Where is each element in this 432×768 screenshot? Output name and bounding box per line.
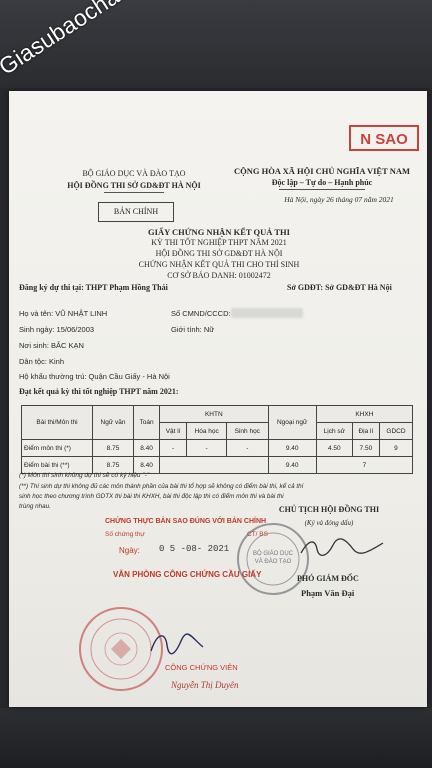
ministry-name: BỘ GIÁO DỤC VÀ ĐÀO TẠO	[82, 169, 186, 178]
note-1: (*) Môn thí sinh không dự thi sẽ có ký hiệu "-"	[19, 472, 150, 479]
ethnicity: Dân tộc: Kinh	[19, 357, 65, 366]
divider	[104, 192, 164, 193]
signer-role: PHÓ GIÁM ĐỐC	[297, 574, 359, 583]
divider	[279, 189, 365, 190]
cell-physics: -	[160, 440, 187, 457]
notary-role: CÔNG CHỨNG VIÊN	[165, 663, 238, 672]
cell-foreign-language: 9.40	[268, 440, 316, 457]
date-of-birth: Sinh ngày: 15/06/2003	[19, 325, 95, 334]
cell-literature: 8.75	[93, 440, 134, 457]
signer-signature-icon	[297, 535, 387, 561]
department-label: Sở GDĐT: Sở GD&ĐT Hà Nội	[287, 283, 392, 292]
certify-line: CHỨNG NHẬN KẾT QUẢ THI CHO THÍ SINH	[138, 260, 300, 269]
table-row	[22, 440, 413, 457]
copy-stamp: N SAO	[349, 125, 419, 151]
cell-civics: 9	[379, 440, 412, 457]
results-heading: Đạt kết quả kỳ thi tốt nghiệp THPT năm 2021:	[19, 387, 179, 396]
svg-text:VÀ ĐÀO TẠO: VÀ ĐÀO TẠO	[254, 559, 292, 565]
cell-natural-sciences	[160, 457, 268, 474]
id-number-label: Số CMND/CCCD:	[171, 309, 231, 318]
cell-social-sciences: 7	[316, 457, 412, 474]
dark-background-bottom	[0, 708, 432, 768]
registration-base: CƠ SỞ BÁO DANH: 01002472	[167, 271, 271, 280]
header-civics: GDCD	[379, 423, 412, 440]
note-2-line-1: (**) Thí sinh dự thi không đủ các môn thành phần của bài thi tổ hợp sẽ không có điểm bài thi, kể cả thí	[19, 483, 304, 490]
exam-council-name: HỘI ĐỒNG THI SỞ GD&ĐT HÀ NỘI	[67, 181, 201, 190]
score-table	[21, 405, 413, 474]
table-row	[22, 457, 413, 474]
table-header-row	[22, 406, 413, 423]
notary-date-label: Ngày:	[119, 546, 140, 555]
header-subject: Bài thi/Môn thi	[22, 406, 93, 440]
header-geography: Địa lí	[352, 423, 379, 440]
header-social-sciences: KHXH	[316, 406, 412, 423]
cell-biology: -	[227, 440, 268, 457]
cell-geography: 7.50	[352, 440, 379, 457]
notary-name: Nguyễn Thị Duyên	[171, 680, 239, 690]
notary-office-name: VĂN PHÒNG CÔNG CHỨNG CẦU GIẤY	[113, 570, 262, 579]
header-math: Toán	[133, 406, 159, 440]
national-motto: Độc lập – Tự do – Hạnh phúc	[271, 178, 373, 187]
header-chemistry: Hóa học	[187, 423, 227, 440]
issue-date: Hà Nội, ngày 26 tháng 07 năm 2021	[284, 195, 394, 204]
cell-chemistry: -	[187, 440, 227, 457]
header-biology: Sinh học	[227, 423, 268, 440]
notary-number-label: Số chứng thự	[105, 531, 145, 538]
notary-number-suffix: CT/ BS	[247, 531, 268, 538]
cell-math: 8.40	[133, 440, 159, 457]
redacted-id-number	[231, 308, 303, 318]
exam-name: KỲ THI TỐT NGHIỆP THPT NĂM 2021	[151, 238, 287, 247]
birthplace: Nơi sinh: BẮC KẠN	[19, 341, 84, 350]
cell-foreign-language: 9.40	[268, 457, 316, 474]
council-line: HỘI ĐỒNG THI SỞ GD&ĐT HÀ NỘI	[155, 249, 283, 258]
notary-certification: CHỨNG THỰC BẢN SAO ĐÚNG VỚI BẢN CHÍNH	[105, 518, 267, 525]
certificate-document	[9, 91, 427, 707]
document-title: GIẤY CHỨNG NHẬN KẾT QUẢ THI	[148, 227, 290, 237]
row-label: Điểm môn thi (*)	[22, 440, 93, 457]
signer-subtitle: (Ký và đóng dấu)	[304, 519, 354, 527]
header-literature: Ngữ văn	[93, 406, 134, 440]
signer-title: CHỦ TỊCH HỘI ĐỒNG THI	[278, 505, 380, 514]
permanent-residence: Hộ khẩu thường trú: Quận Cầu Giấy - Hà Nội	[19, 372, 170, 381]
signer-name: Phạm Văn Đại	[301, 588, 355, 598]
original-copy-label: BẢN CHÍNH	[98, 202, 174, 222]
note-2-line-3: trùng nhau.	[19, 503, 51, 510]
header-physics: Vật lí	[160, 423, 187, 440]
country-name: CỘNG HÒA XÃ HỘI CHỦ NGHĨA VIỆT NAM	[233, 166, 411, 176]
svg-text:BỘ GIÁO DỤC: BỘ GIÁO DỤC	[252, 551, 294, 557]
notary-date-value: 0 5 -08- 2021	[159, 544, 230, 554]
row-label: Điểm bài thi (**)	[22, 457, 93, 474]
header-foreign-language: Ngoại ngữ	[268, 406, 316, 440]
gender: Giới tính: Nữ	[171, 325, 215, 334]
header-natural-sciences: KHTN	[160, 406, 268, 423]
cell-history: 4.50	[316, 440, 352, 457]
cell-math: 8.40	[133, 457, 159, 474]
candidate-name: Họ và tên: VŨ NHẬT LINH	[19, 309, 108, 318]
registration-place: Đăng ký dự thi tại: THPT Phạm Hồng Thái	[19, 283, 168, 292]
cell-literature: 8.75	[93, 457, 134, 474]
notary-signature-icon	[147, 629, 207, 659]
header-history: Lịch sử	[316, 423, 352, 440]
note-2-line-2: sinh học theo chương trình GDTX thi bài thi KHXH, bài thi độc lập thì có điểm môn thi và bài thi	[19, 493, 284, 500]
